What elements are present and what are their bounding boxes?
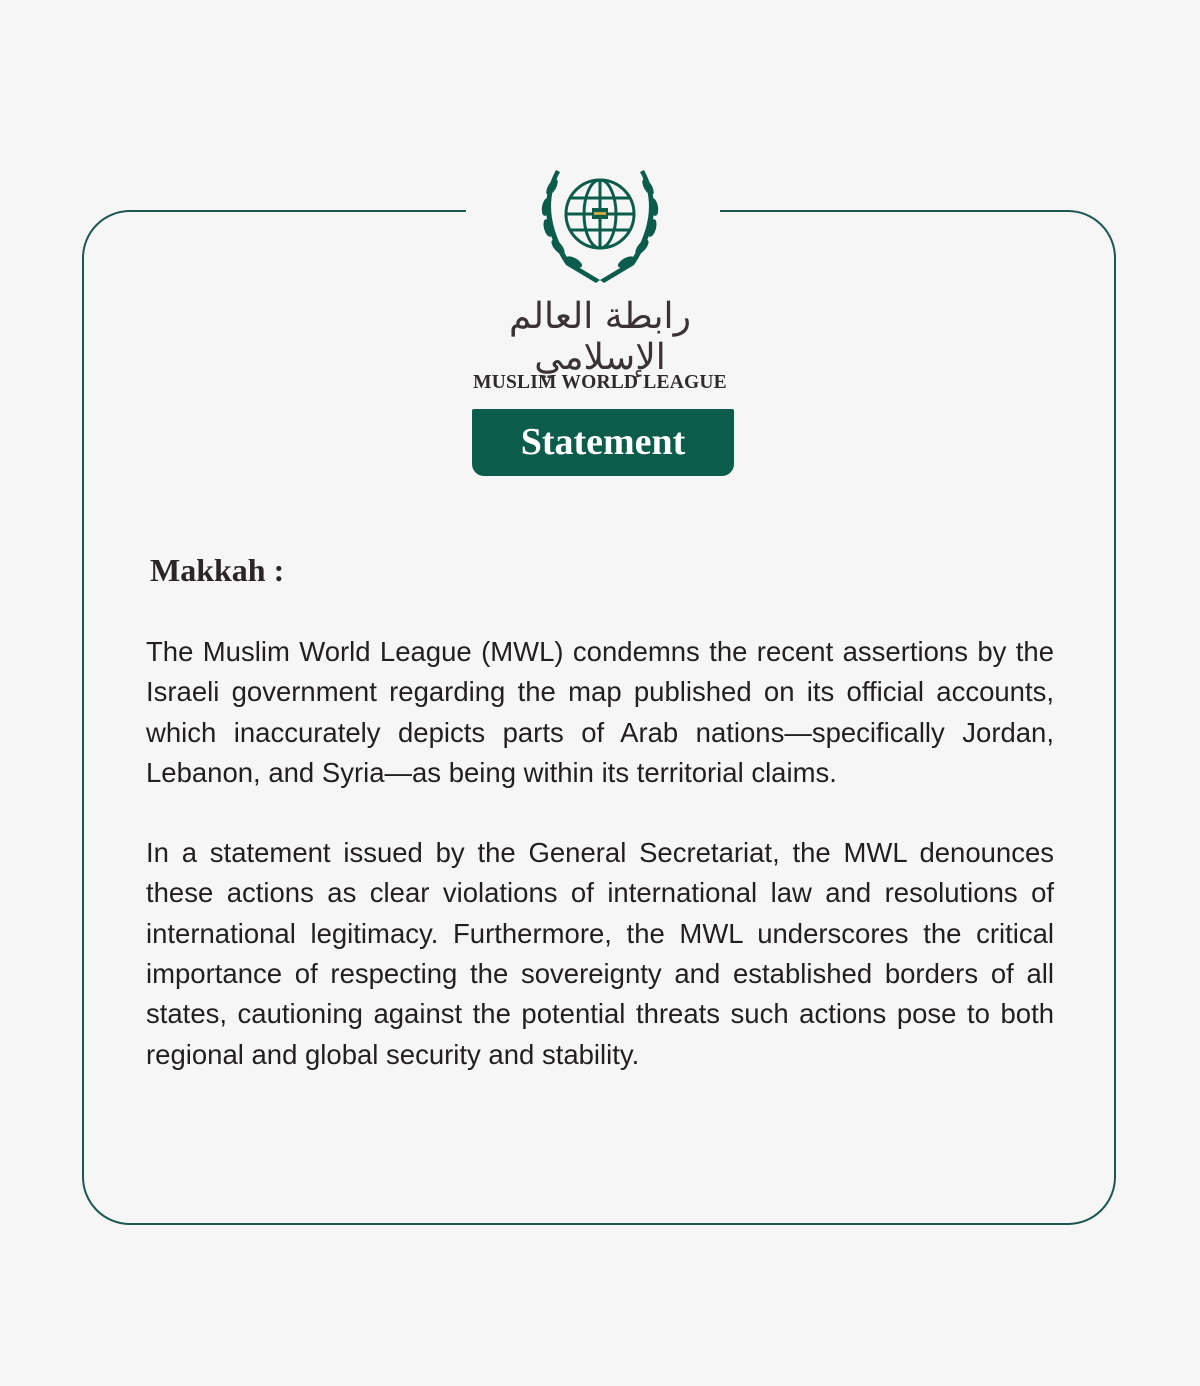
arabic-org-name: رابطة العالم الإسلامي — [509, 296, 691, 378]
paragraph-2: In a statement issued by the General Secretariat, the MWL denounces these actions as clear violations of international law and resolutions of international legitimacy. Furthermore, the MWL underscores the critical importance of respecting the sovereignty and established borders of all states, cautioning against the potential threats such actions pose to both regional and global security and stability. — [146, 837, 1054, 1070]
org-name: MUSLIM WORLD LEAGUE — [473, 372, 727, 393]
dateline-location: Makkah : — [150, 552, 285, 588]
statement-body — [146, 632, 1054, 1115]
paragraph-1: The Muslim World League (MWL) condemns the recent assertions by the Israeli government regarding the map published on its official accounts, which inaccurately depicts parts of Arab nations—specifically Jordan, Lebanon, and Syria—as being within its territorial claims. — [146, 636, 1054, 788]
mwl-globe-wreath-logo — [530, 152, 670, 287]
statement-badge: Statement — [472, 409, 734, 476]
